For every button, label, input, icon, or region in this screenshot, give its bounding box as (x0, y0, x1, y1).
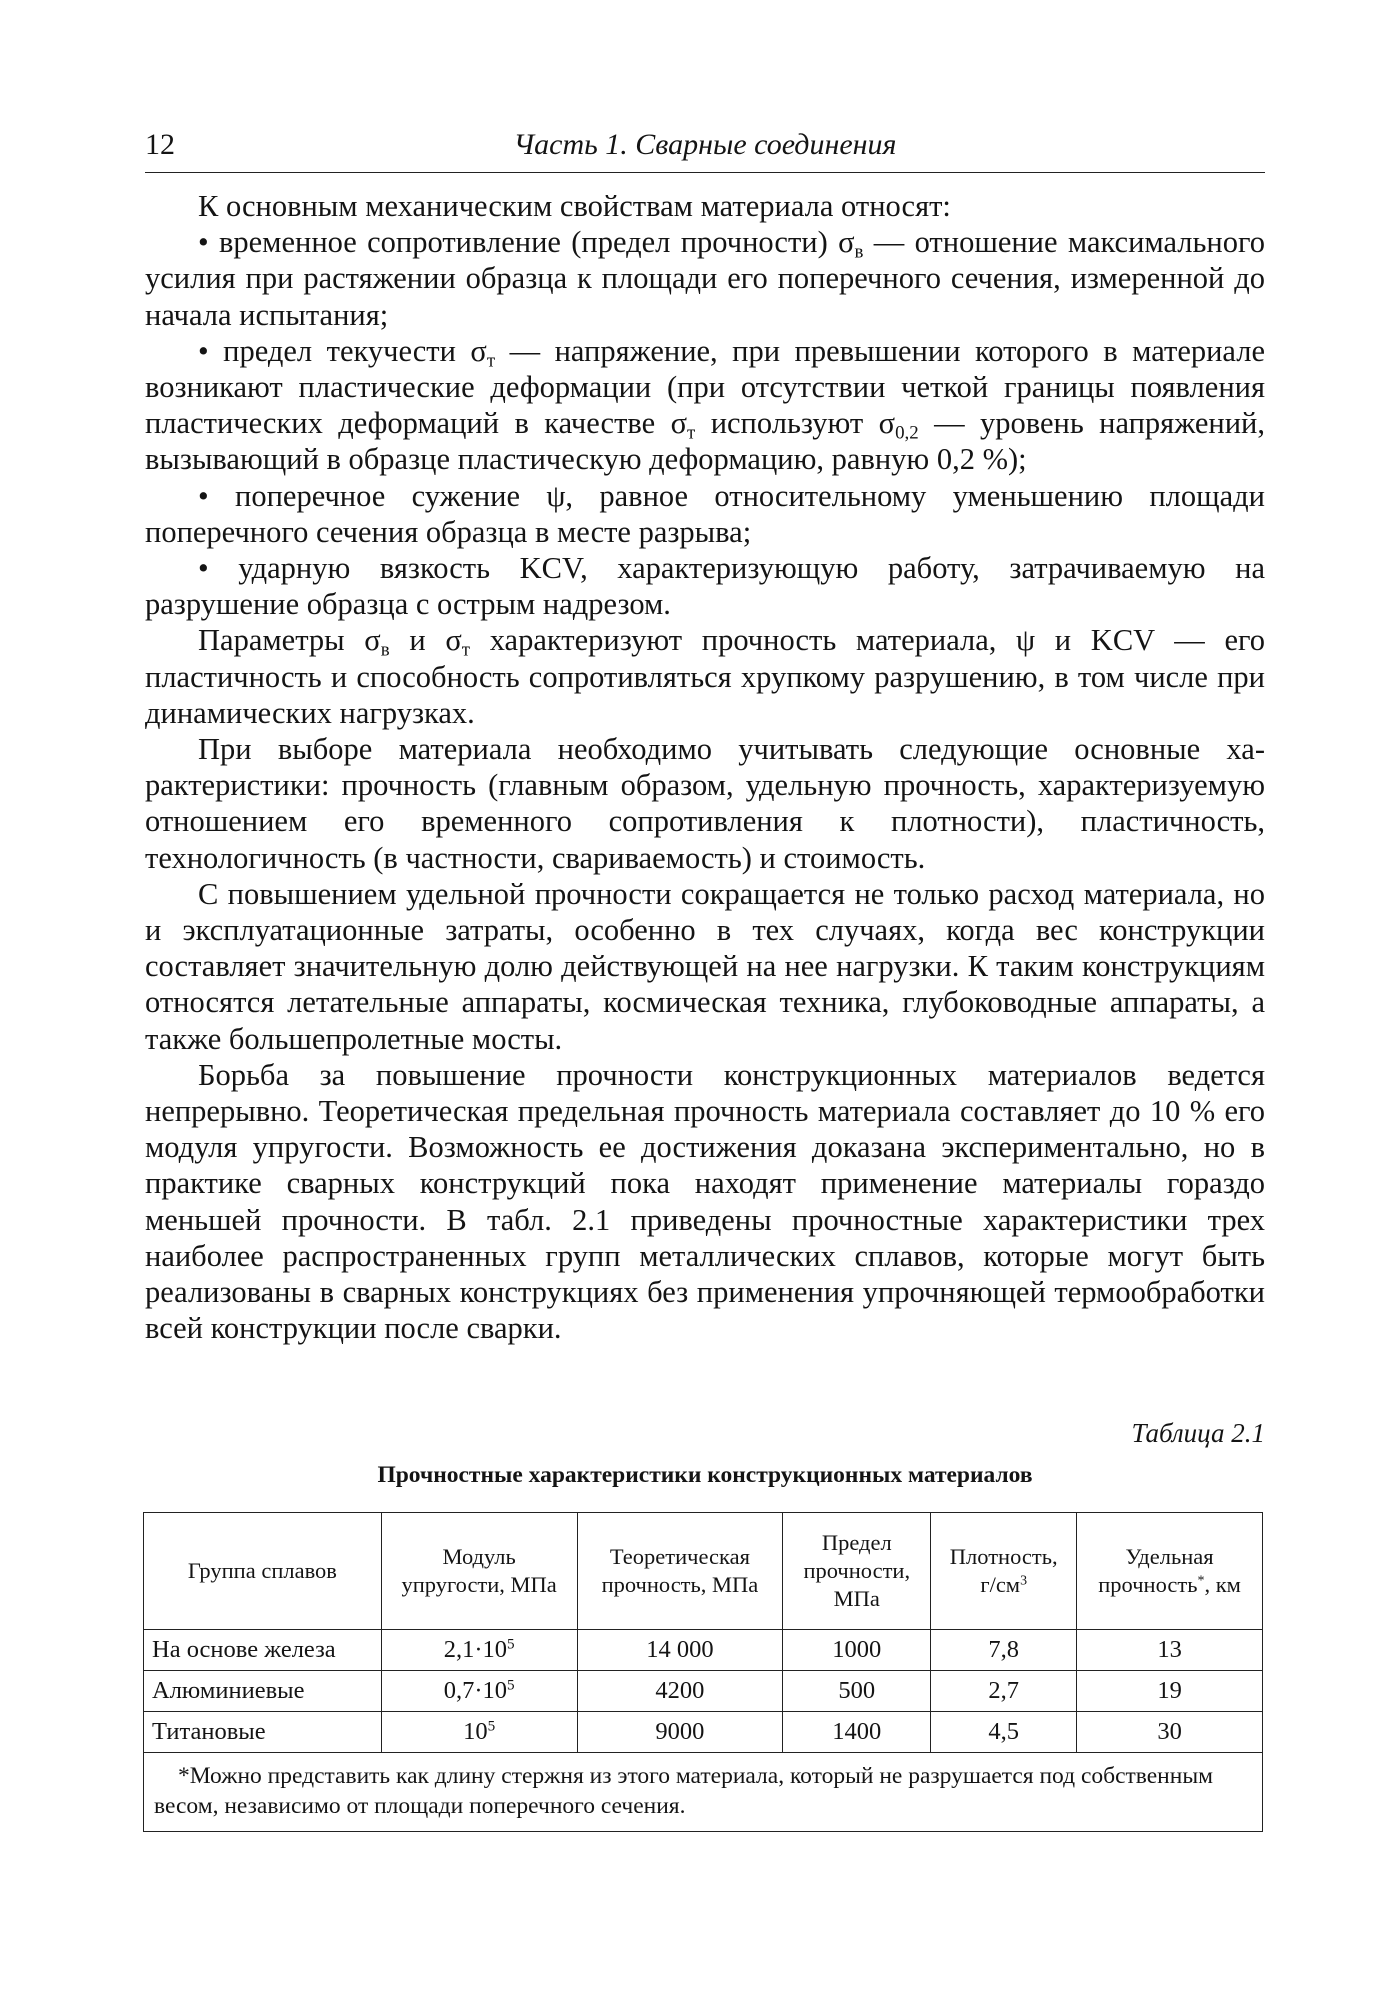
cell-modulus: $10^5$ (381, 1712, 577, 1753)
table-row (144, 1712, 1263, 1753)
cell-density: 7,8 (931, 1630, 1077, 1671)
intro-paragraph: К основным механическим свойствам материала относят: (198, 189, 951, 223)
cell-theoretical: 4200 (577, 1671, 783, 1712)
cell-limit: 1400 (783, 1712, 931, 1753)
strength-table (143, 1512, 1263, 1832)
table-footnote-row (144, 1753, 1263, 1832)
table-label: Таблица 2.1 (1131, 1418, 1265, 1448)
bullet-reduction-of-area: • поперечное сужение ψ, равное относительному уменьшению площади поперечного сечения образца в месте разрыва; (145, 478, 1265, 549)
cell-modulus: $0,7\cdot 10^5$ (381, 1671, 577, 1712)
header-density: Плотность, $г/см^3$ (931, 1513, 1077, 1630)
cell-group: Титановые (144, 1712, 382, 1753)
cell-limit: 1000 (783, 1630, 931, 1671)
header-theoretical: Теоретическая прочность, МПа (577, 1513, 783, 1630)
cell-density: 4,5 (931, 1712, 1077, 1753)
table-row (144, 1671, 1263, 1712)
cell-theoretical: 9000 (577, 1712, 783, 1753)
header-modulus: Модуль упругости, МПа (381, 1513, 577, 1630)
cell-modulus: $2,1\cdot 10^5$ (381, 1630, 577, 1671)
page-number: 12 (145, 128, 175, 161)
table-footnote: *Можно представить как длину стержня из этого материала, который не разрушается под собственным весом, независимо от площади поперечного сечения. (144, 1753, 1263, 1832)
header-specific: Удельная прочность*, км (1077, 1513, 1263, 1630)
cell-density: 2,7 (931, 1671, 1077, 1712)
bullet-tensile-strength: • временное сопротивление (предел прочности) $\sigma_в$ — отношение максимального усилия при растяжении образца к площади его поперечного сечения, измеренной до начала испытания; (145, 225, 1265, 332)
cell-theoretical: 14 000 (577, 1630, 783, 1671)
bullet-yield-strength: • предел текучести $\sigma_т$ — напряжение, при превышении которого в материале возникают пластические деформации (при отсутствии четкой границы появления пластических деформаций в качестве $\sigma_т$ используют $\sigma_{0,2}$ — уровень напряжений, вызывающий в образце пластическую деформацию, равную 0,2 %); (145, 333, 1265, 477)
paragraph-parameters: Параметры $\sigma_в$ и $\sigma_т$ характеризуют прочность материала, ψ и KCV — его пластичность и способность сопротивляться хрупкому разрушению, в том числе при динамических нагрузках. (145, 623, 1266, 730)
bullet-impact-toughness: • ударную вязкость KCV, характеризующую работу, затрачиваемую на разрушение образца с острым надрезом. (145, 551, 1265, 622)
running-header (145, 128, 1265, 173)
cell-specific: 13 (1077, 1630, 1263, 1671)
table-row (144, 1630, 1263, 1671)
cell-specific: 30 (1077, 1712, 1263, 1753)
running-title: Часть 1. Сварные соединения (513, 128, 897, 161)
cell-group: Алюминиевые (144, 1671, 382, 1712)
paragraph-material-choice: При выборе материала необходимо учитывать следующие основные характеристики: прочность (главным образом, удельную прочность, характеризуемую отношением его временного сопротивления к плотности), пластичность, технологичность (в частности, свариваемость) и стоимость. (145, 732, 1265, 875)
table-header-row (144, 1513, 1263, 1630)
header-limit: Предел прочности, МПа (783, 1513, 931, 1630)
cell-limit: 500 (783, 1671, 931, 1712)
cell-specific: 19 (1077, 1671, 1263, 1712)
paragraph-strength-struggle: Борьба за повышение прочности конструкционных материалов ведется непрерывно. Теоретическая предельная прочность материала составляет до 10 % его модуля упругости. Возможность ее достижения доказана экспериментально, но в практике сварных конструкций пока находят применение материалы гораздо меньшей прочности. В табл. 2.1 приведены прочностные характеристики трех наиболее распространенных групп металлических сплавов, которые могут быть реализованы в сварных конструкциях без применения упрочняющей термообработки всей конструкции после сварки. (145, 1057, 1265, 1346)
cell-group: На основе железа (144, 1630, 382, 1671)
header-group: Группа сплавов (144, 1513, 382, 1630)
body-text (145, 188, 1265, 1347)
table-title: Прочностные характеристики конструкционных материалов (377, 1462, 1033, 1488)
paragraph-specific-strength: С повышением удельной прочности сокращается не только расход материала, но и эксплуатационные затраты, особенно в тех случаях, когда вес конструкции составляет значительную долю действующей на нее нагрузки. К таким конструкциям относятся летательные аппараты, космическая техника, глубоководные аппараты, а также большепролетные мосты. (145, 876, 1265, 1056)
